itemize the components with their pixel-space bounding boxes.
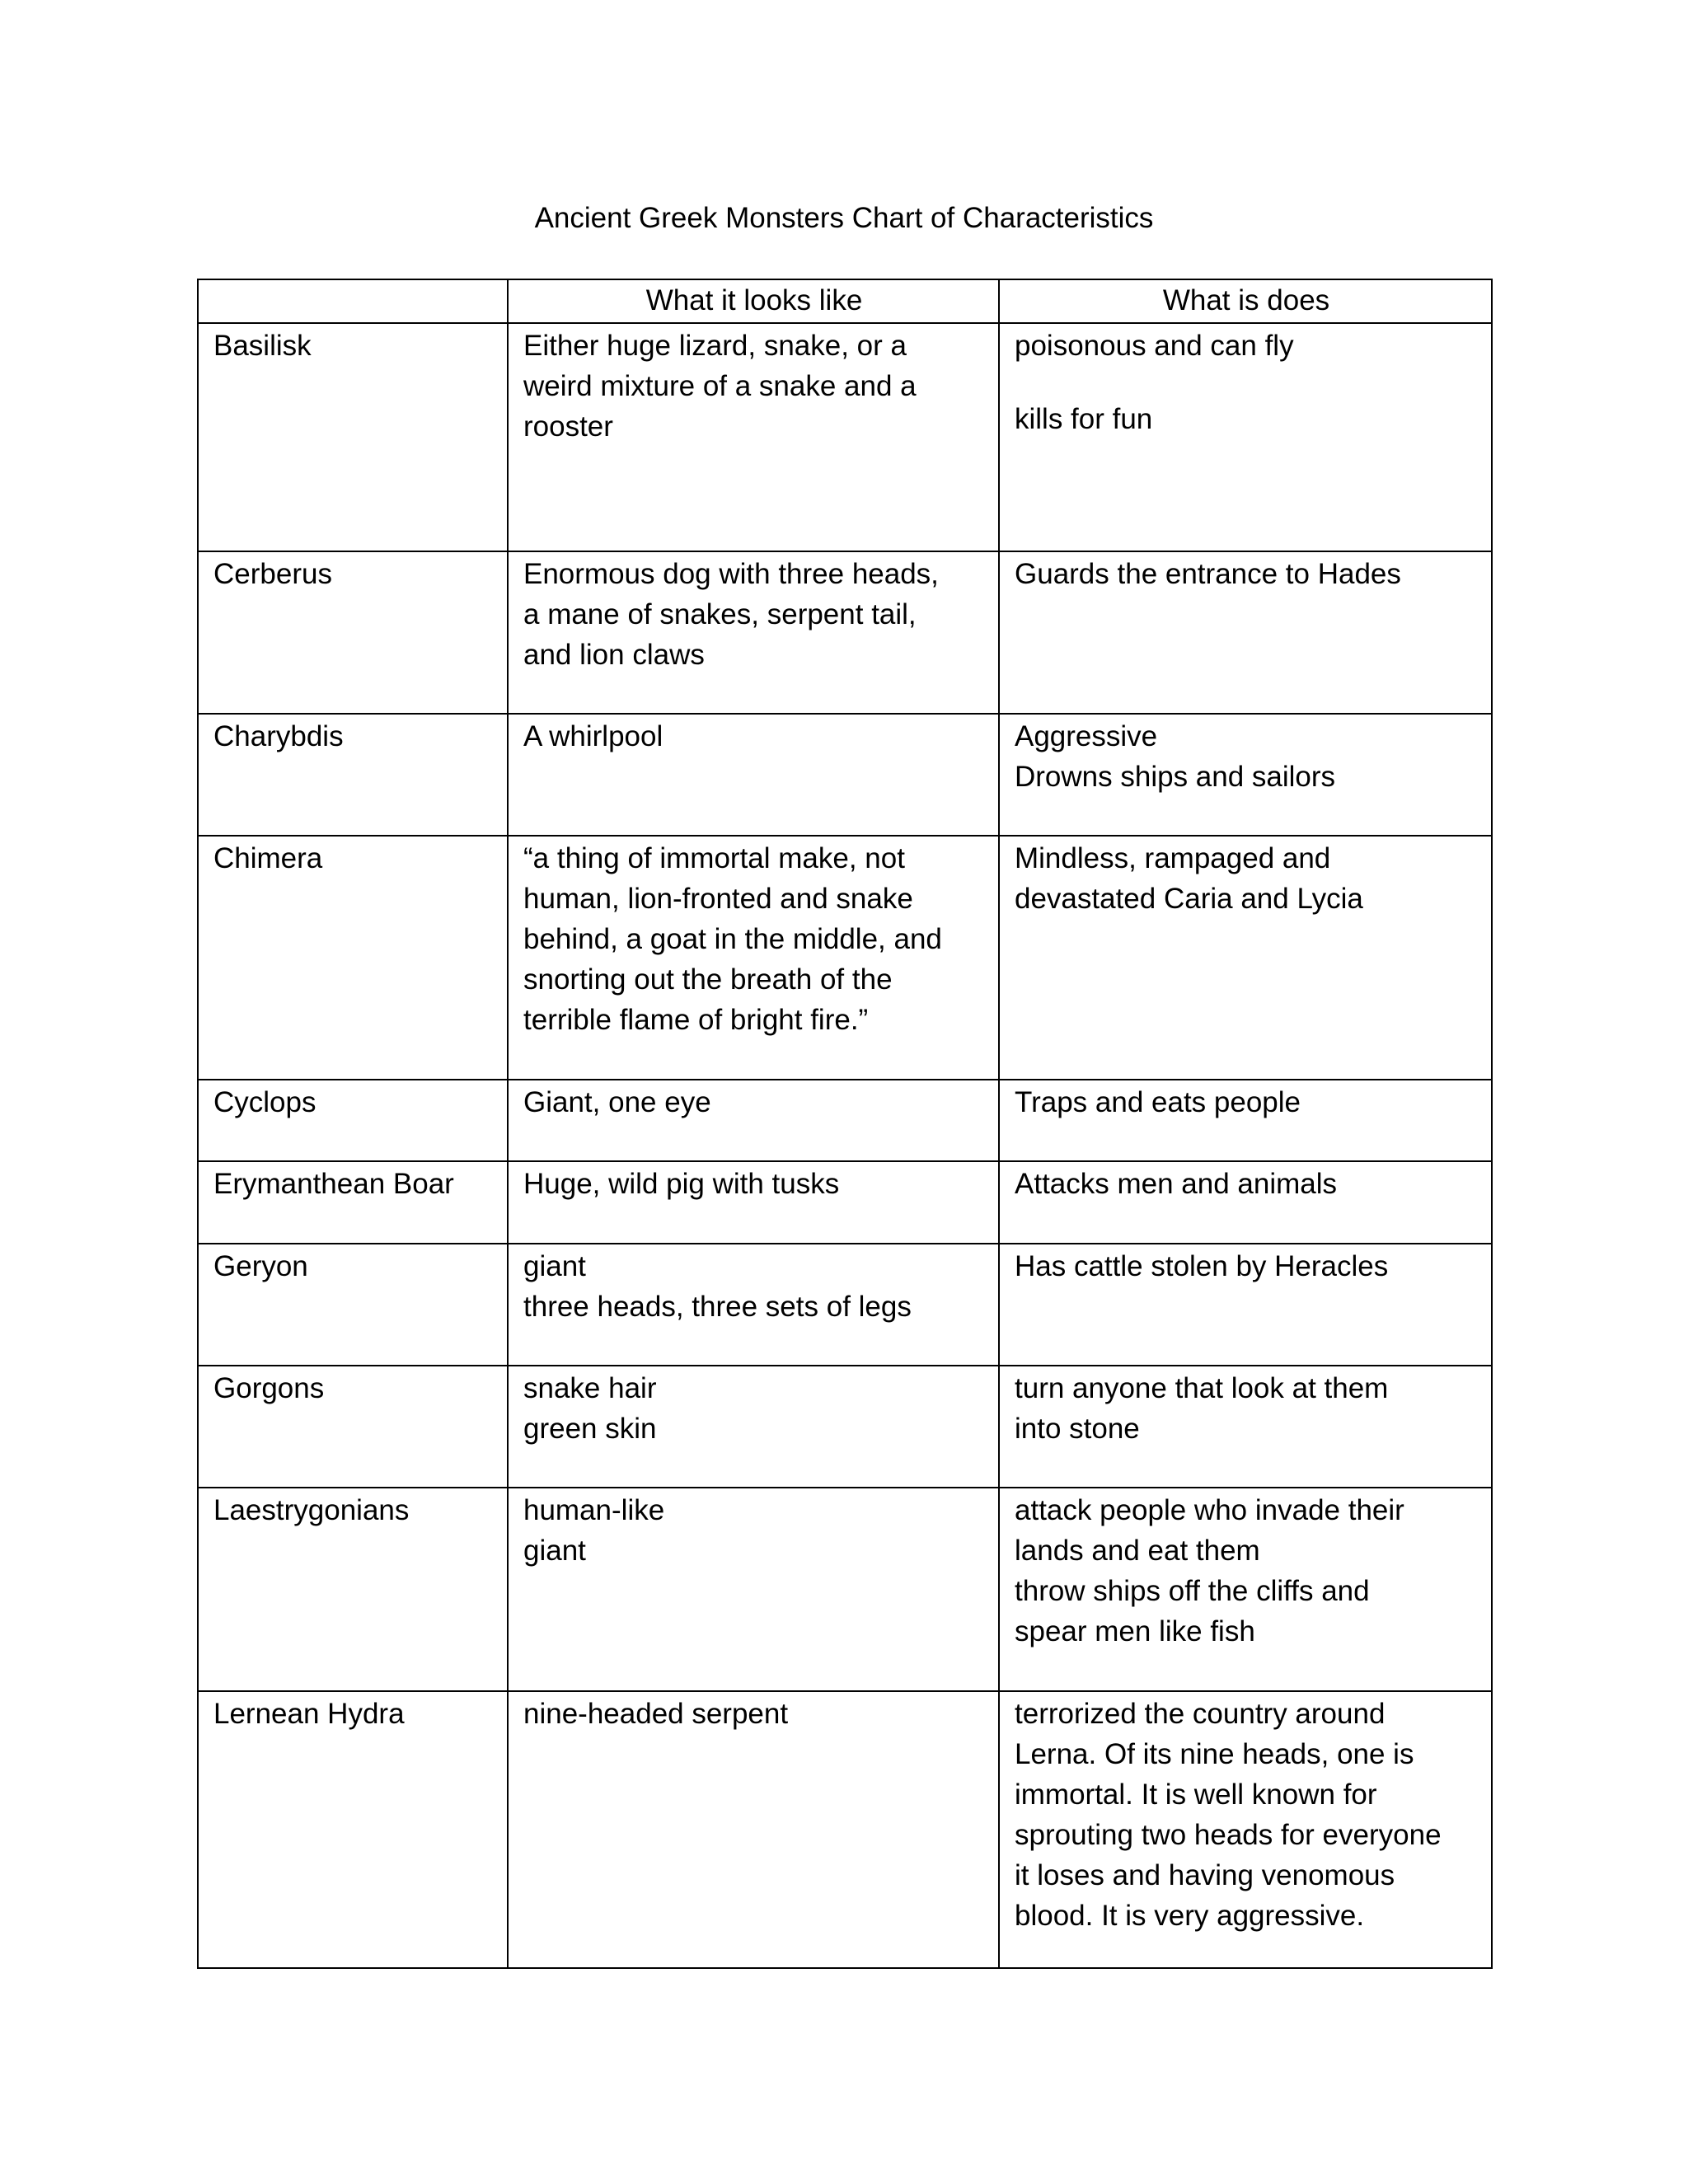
looks-line: human-like <box>523 1494 665 1526</box>
looks-cell <box>508 1488 999 1691</box>
table-row <box>198 1691 1492 1968</box>
monster-name-cell: Cyclops <box>198 1080 508 1161</box>
does-line: throw ships off the cliffs and <box>1015 1575 1370 1607</box>
does-cell <box>999 1244 1492 1366</box>
looks-line: snake hair <box>523 1372 657 1404</box>
does-line: Drowns ships and sailors <box>1015 761 1336 793</box>
header-cell-looks: What it looks like <box>508 279 999 323</box>
does-line: lands and eat them <box>1015 1535 1260 1567</box>
does-cell <box>999 1366 1492 1488</box>
does-cell <box>999 714 1492 836</box>
monster-characteristics-table <box>197 279 1493 1969</box>
table-row <box>198 1488 1492 1691</box>
looks-cell <box>508 551 999 714</box>
looks-cell <box>508 1244 999 1366</box>
does-cell <box>999 1691 1492 1968</box>
does-line: devastated Caria and Lycia <box>1015 883 1363 915</box>
looks-line: rooster <box>523 410 613 443</box>
page-title: Ancient Greek Monsters Chart of Characteristics <box>534 202 1154 234</box>
looks-line: three heads, three sets of legs <box>523 1291 912 1323</box>
does-line: immortal. It is well known for <box>1015 1779 1377 1811</box>
looks-line: Huge, wild pig with tusks <box>523 1168 840 1200</box>
looks-line: behind, a goat in the middle, and <box>523 923 942 955</box>
looks-line: snorting out the breath of the <box>523 963 893 996</box>
looks-line: weird mixture of a snake and a <box>523 370 917 402</box>
looks-cell <box>508 1161 999 1244</box>
does-cell <box>999 1488 1492 1691</box>
does-line: Traps and eats people <box>1015 1086 1301 1118</box>
looks-cell <box>508 323 999 551</box>
table-row <box>198 836 1492 1080</box>
looks-line: human, lion-fronted and snake <box>523 883 913 915</box>
looks-line: Giant, one eye <box>523 1086 711 1118</box>
does-line: it loses and having venomous <box>1015 1859 1395 1891</box>
looks-cell <box>508 1691 999 1968</box>
does-line: Has cattle stolen by Heracles <box>1015 1250 1389 1282</box>
table-row <box>198 1244 1492 1366</box>
does-line: turn anyone that look at them <box>1015 1372 1389 1404</box>
does-line: poisonous and can fly <box>1015 330 1294 362</box>
looks-line: and lion claws <box>523 639 705 671</box>
does-line: Attacks men and animals <box>1015 1168 1338 1200</box>
table-header-row <box>198 279 1492 323</box>
monster-name-cell: Erymanthean Boar <box>198 1161 508 1244</box>
does-cell <box>999 1161 1492 1244</box>
looks-line: a mane of snakes, serpent tail, <box>523 598 917 630</box>
looks-cell <box>508 714 999 836</box>
looks-line: Enormous dog with three heads, <box>523 558 939 590</box>
does-line: attack people who invade their <box>1015 1494 1404 1526</box>
header-cell-does: What is does <box>999 279 1492 323</box>
looks-line: giant <box>523 1250 586 1282</box>
looks-cell <box>508 836 999 1080</box>
does-cell <box>999 1080 1492 1161</box>
monster-name-cell: Basilisk <box>198 323 508 551</box>
monster-name-cell: Laestrygonians <box>198 1488 508 1691</box>
looks-line: green skin <box>523 1413 657 1445</box>
monster-name-cell: Lernean Hydra <box>198 1691 508 1968</box>
does-line: Mindless, rampaged and <box>1015 842 1331 874</box>
does-line: Lerna. Of its nine heads, one is <box>1015 1738 1414 1770</box>
monster-name-cell: Gorgons <box>198 1366 508 1488</box>
looks-line: nine-headed serpent <box>523 1698 789 1730</box>
does-cell <box>999 836 1492 1080</box>
looks-line: A whirlpool <box>523 720 663 752</box>
monster-name-cell: Geryon <box>198 1244 508 1366</box>
does-line: Aggressive <box>1015 720 1158 752</box>
does-line: kills for fun <box>1015 403 1153 435</box>
monster-name-cell: Cerberus <box>198 551 508 714</box>
looks-line: terrible flame of bright fire.” <box>523 1004 869 1036</box>
does-line: sprouting two heads for everyone <box>1015 1819 1442 1851</box>
table-row <box>198 1161 1492 1244</box>
table-row <box>198 323 1492 551</box>
does-line: blood. It is very aggressive. <box>1015 1900 1365 1932</box>
does-cell <box>999 323 1492 551</box>
does-line: Guards the entrance to Hades <box>1015 558 1401 590</box>
monster-name-cell: Charybdis <box>198 714 508 836</box>
paragraph-gap <box>1015 366 1478 399</box>
does-line: terrorized the country around <box>1015 1698 1386 1730</box>
table-row <box>198 551 1492 714</box>
table-row <box>198 714 1492 836</box>
does-cell <box>999 551 1492 714</box>
does-line: into stone <box>1015 1413 1140 1445</box>
table-row <box>198 1080 1492 1161</box>
looks-cell <box>508 1080 999 1161</box>
looks-line: “a thing of immortal make, not <box>523 842 905 874</box>
looks-cell <box>508 1366 999 1488</box>
monster-name-cell: Chimera <box>198 836 508 1080</box>
looks-line: Either huge lizard, snake, or a <box>523 330 907 362</box>
does-line: spear men like fish <box>1015 1615 1255 1647</box>
looks-line: giant <box>523 1535 586 1567</box>
header-cell-name <box>198 279 508 323</box>
table-row <box>198 1366 1492 1488</box>
